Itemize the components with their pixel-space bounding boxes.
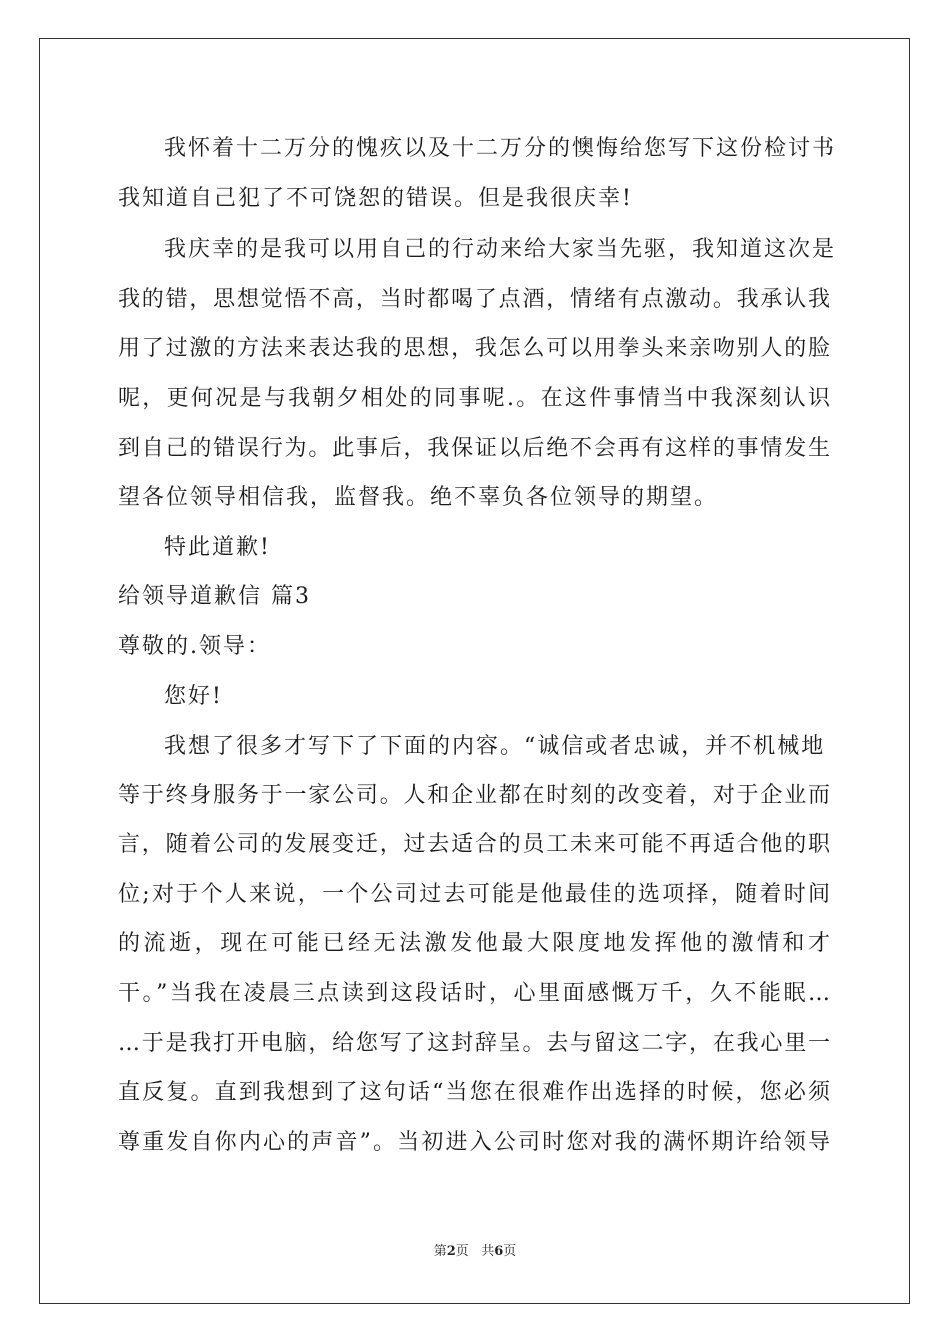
paragraph-line: 到自己的错误行为。此事后，我保证以后绝不会再有这样的事情发生 [118, 436, 830, 461]
paragraph-line: 我知道自己犯了不可饶恕的错误。但是我很庆幸! [118, 186, 633, 211]
footer-mid: 页 共 [455, 1244, 495, 1259]
paragraph-line: 我怀着十二万分的愧疚以及十二万分的懊悔给您写下这份检讨书 [164, 136, 837, 161]
current-page-number: 2 [446, 1244, 456, 1259]
paragraph-line: 尊重发自你内心的声音”。当初进入公司时您对我的满怀期许给领导 [118, 1130, 830, 1155]
paragraph-line: 直反复。直到我想到了这句话“当您在很难作出选择的时候，您必须 [118, 1080, 830, 1105]
closing-line: 特此道歉! [164, 535, 271, 560]
greeting: 您好! [164, 684, 223, 709]
paragraph-line: 的流逝，现在可能已经无法激发他最大限度地发挥他的激情和才 [118, 931, 830, 956]
paragraph-line: 言，随着公司的发展变迁，过去适合的员工未来可能不再适合他的职 [118, 832, 830, 857]
paragraph-line: 我想了很多才写下了下面的内容。“诚信或者忠诚，并不机械地 [164, 734, 826, 759]
paragraph-line: 等于终身服务于一家公司。人和企业都在时刻的改变着，对于企业而 [118, 783, 830, 808]
salutation: 尊敬的.领导： [118, 634, 271, 659]
paragraph-line: 我的错，思想觉悟不高，当时都喝了点酒，情绪有点激动。我承认我 [118, 287, 830, 312]
page-frame [39, 38, 910, 1304]
paragraph-line: 呢，更何况是与我朝夕相处的同事呢.。在这件事情当中我深刻认识 [118, 386, 830, 411]
footer-prefix: 第 [433, 1244, 447, 1259]
paragraph-line: …于是我打开电脑，给您写了这封辞呈。去与留这二字，在我心里一 [118, 1031, 830, 1056]
section-heading: 给领导道歉信 篇3 [118, 584, 311, 609]
total-page-number: 6 [494, 1244, 504, 1259]
paragraph-line: 望各位领导相信我，监督我。绝不辜负各位领导的期望。 [118, 485, 719, 510]
footer-suffix: 页 [503, 1244, 517, 1259]
paragraph-line: 我庆幸的是我可以用自己的行动来给大家当先驱，我知道这次是 [164, 237, 837, 262]
paragraph-line: 干。”当我在凌晨三点读到这段话时，心里面感慨万千，久不能眠… [118, 981, 830, 1006]
page-footer [0, 1243, 950, 1261]
paragraph-line: 位;对于个人来说，一个公司过去可能是他最佳的选项择，随着时间 [118, 882, 830, 907]
paragraph-line: 用了过激的方法来表达我的思想，我怎么可以用拳头来亲吻别人的脸 [118, 336, 830, 361]
